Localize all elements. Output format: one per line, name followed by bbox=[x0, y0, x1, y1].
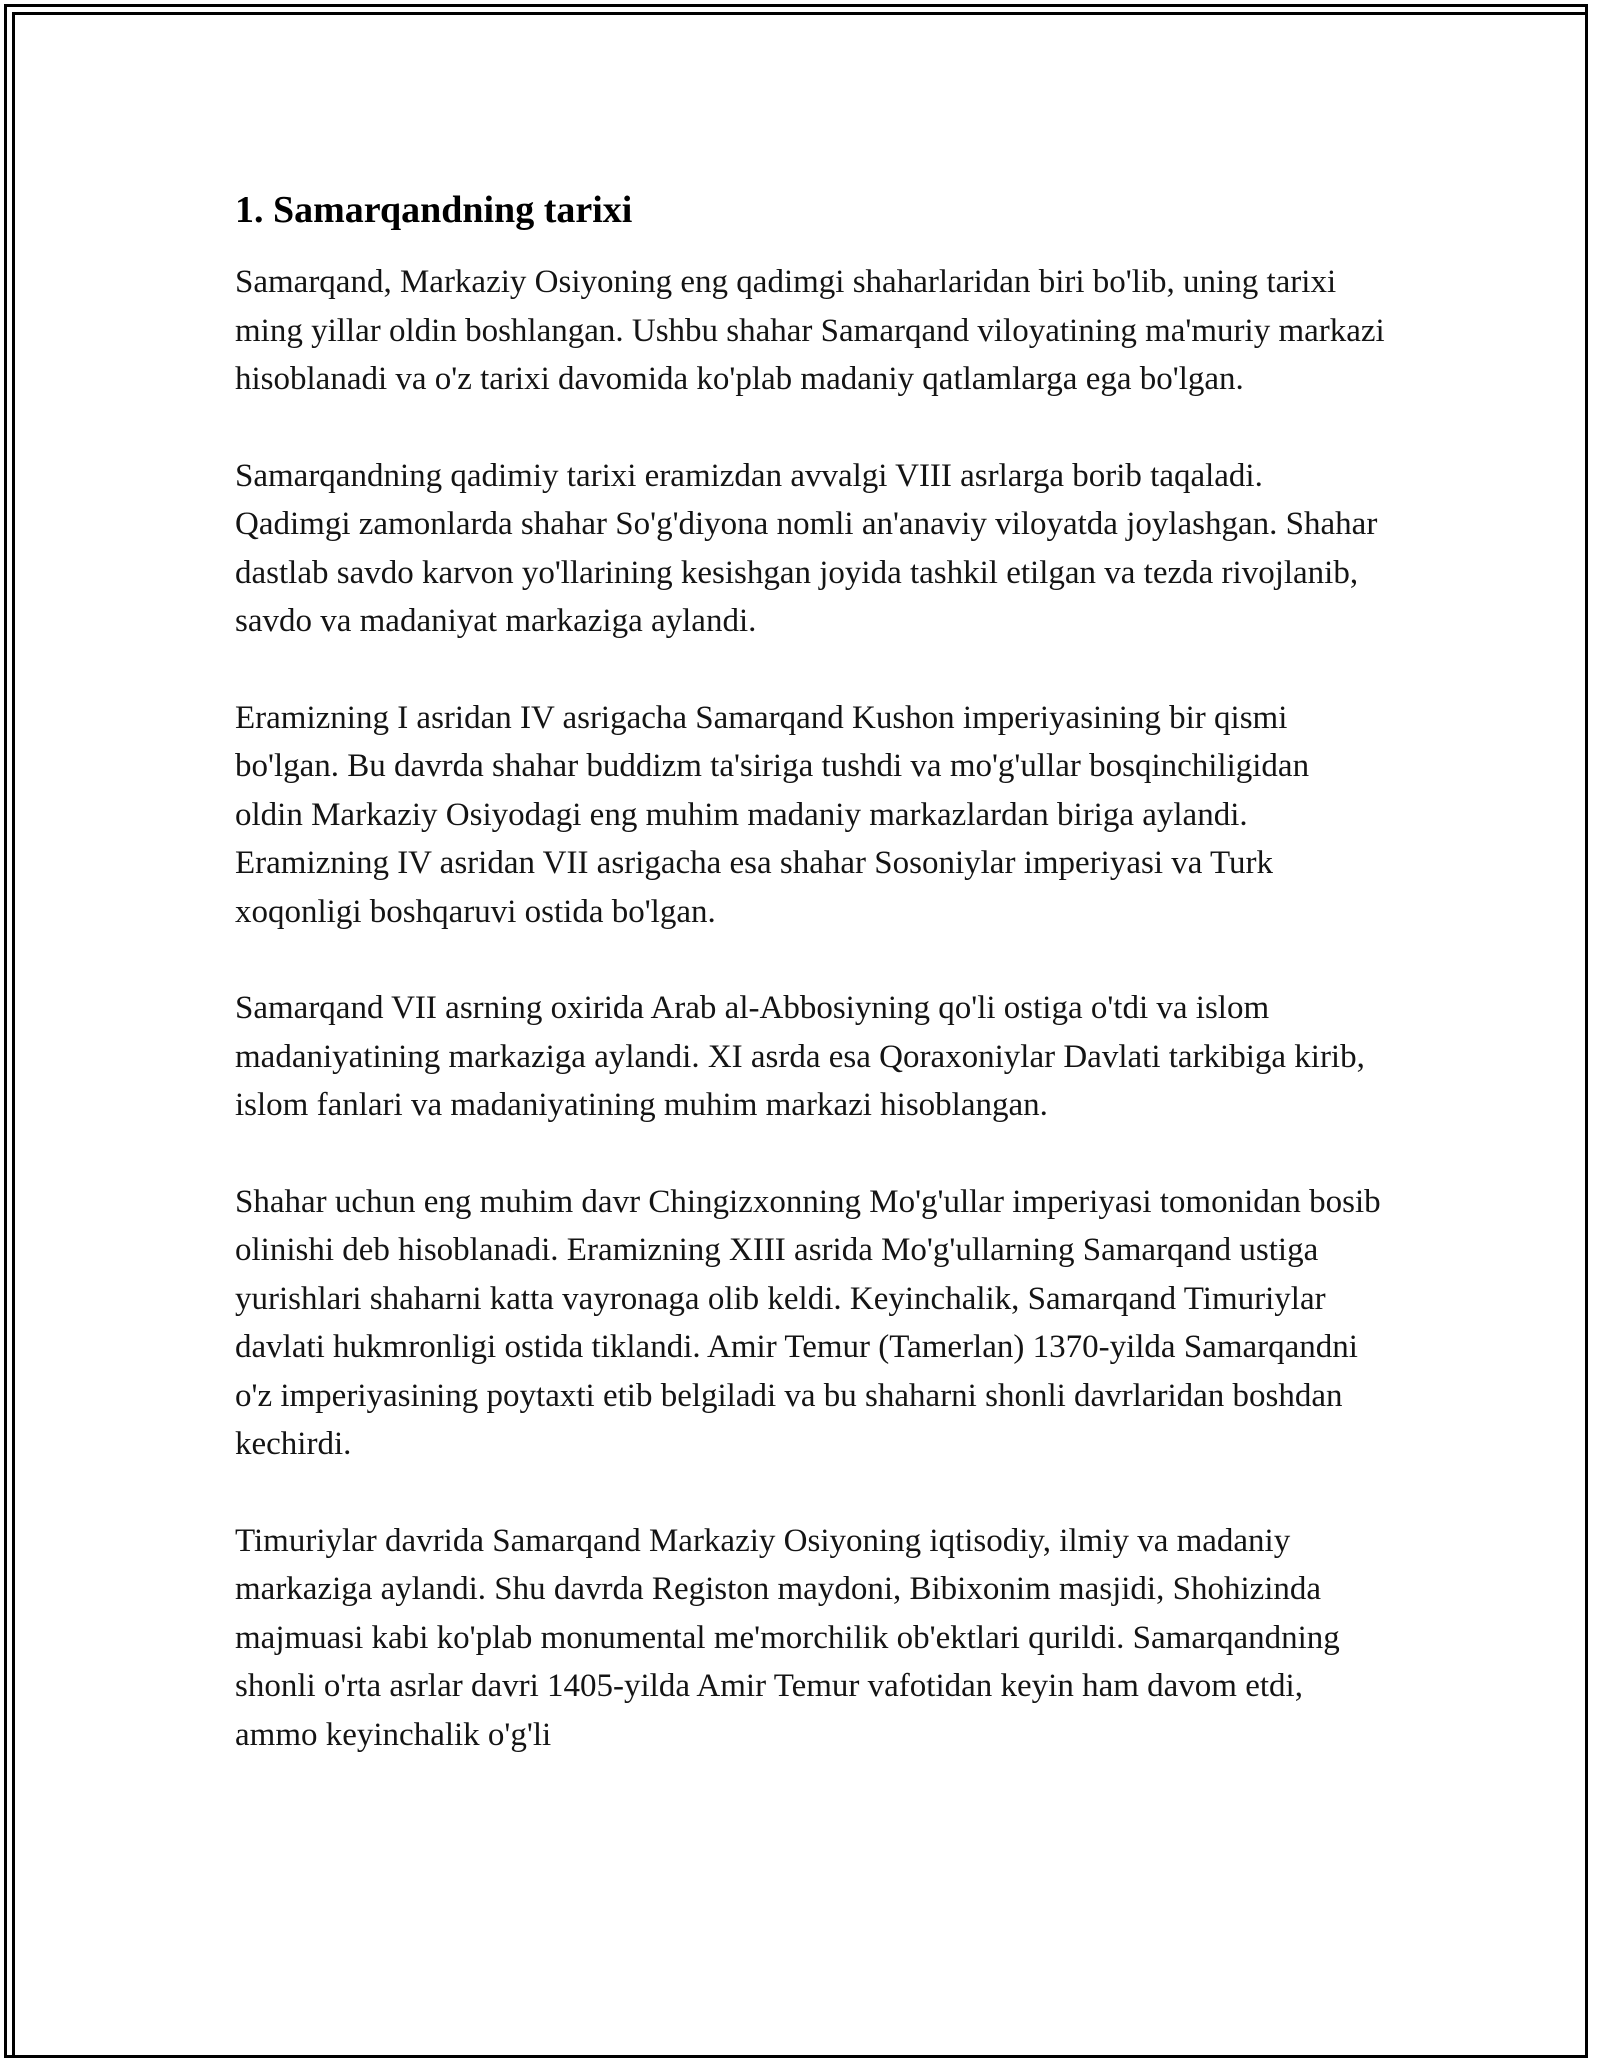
paragraph-3: Eramizning I asridan IV asrigacha Samarqand Kushon imperiyasining bir qismi bo'lgan. Bu davrda shahar buddizm ta'siriga tushdi va mo'g'ullar bosqinchiligidan oldin Markaziy Osiyodagi eng muhim madaniy markazlardan biriga aylandi. Eramizning IV asridan VII asrigacha esa shahar Sosoniylar imperiyasi va Turk xoqonligi boshqaruvi ostida bo'lgan. bbox=[235, 699, 1310, 930]
section-heading: 1. Samarqandning tarixi bbox=[235, 189, 633, 231]
paragraph-6: Timuriylar davrida Samarqand Markaziy Osiyoning iqtisodiy, ilmiy va madaniy markaziga aylandi. Shu davrda Registon maydoni, Bibixonim masjidi, Shohizinda majmuasi kabi ko'plab monumental me'morchilik ob'ektlari qurildi. Samarqandning shonli o'rta asrlar davri 1405-yilda Amir Temur vafotidan keyin ham davom etdi, ammo keyinchalik o'g'li bbox=[235, 1522, 1340, 1753]
document-body bbox=[235, 186, 1385, 1807]
paragraph-4: Samarqand VII asrning oxirida Arab al-Abbosiyning qo'li ostiga o'tdi va islom madaniyatining markaziga aylandi. XI asrda esa Qoraxoniylar Davlati tarkibiga kirib, islom fanlari va madaniyatining muhim markazi hisoblangan. bbox=[235, 990, 1365, 1123]
paragraph-2: Samarqandning qadimiy tarixi eramizdan avvalgi VIII asrlarga borib taqaladi. Qadimgi zamonlarda shahar So'g'diyona nomli an'anaviy viloyatda joylashgan. Shahar dastlab savdo karvon yo'llarining kesishgan joyida tashkil etilgan va tezda rivojlanib, savdo va madaniyat markaziga aylandi. bbox=[235, 457, 1378, 639]
paragraph-1: Samarqand, Markaziy Osiyoning eng qadimgi shaharlaridan biri bo'lib, uning tarixi ming yillar oldin boshlangan. Ushbu shahar Samarqand viloyatining ma'muriy markazi hisoblanadi va o'z tarixi davomida ko'plab madaniy qatlamlarga ega bo'lgan. bbox=[235, 264, 1385, 397]
paragraph-5: Shahar uchun eng muhim davr Chingizxonning Mo'g'ullar imperiyasi tomonidan bosib olinishi deb hisoblanadi. Eramizning XIII asrida Mo'g'ullarning Samarqand ustiga yurishlari shaharni katta vayronaga olib keldi. Keyinchalik, Samarqand Timuriylar davlati hukmronligi ostida tiklandi. Amir Temur (Tamerlan) 1370-yilda Samarqandni o'z imperiyasining poytaxti etib belgiladi va bu shaharni shonli davrlaridan boshdan kechirdi. bbox=[235, 1183, 1381, 1462]
